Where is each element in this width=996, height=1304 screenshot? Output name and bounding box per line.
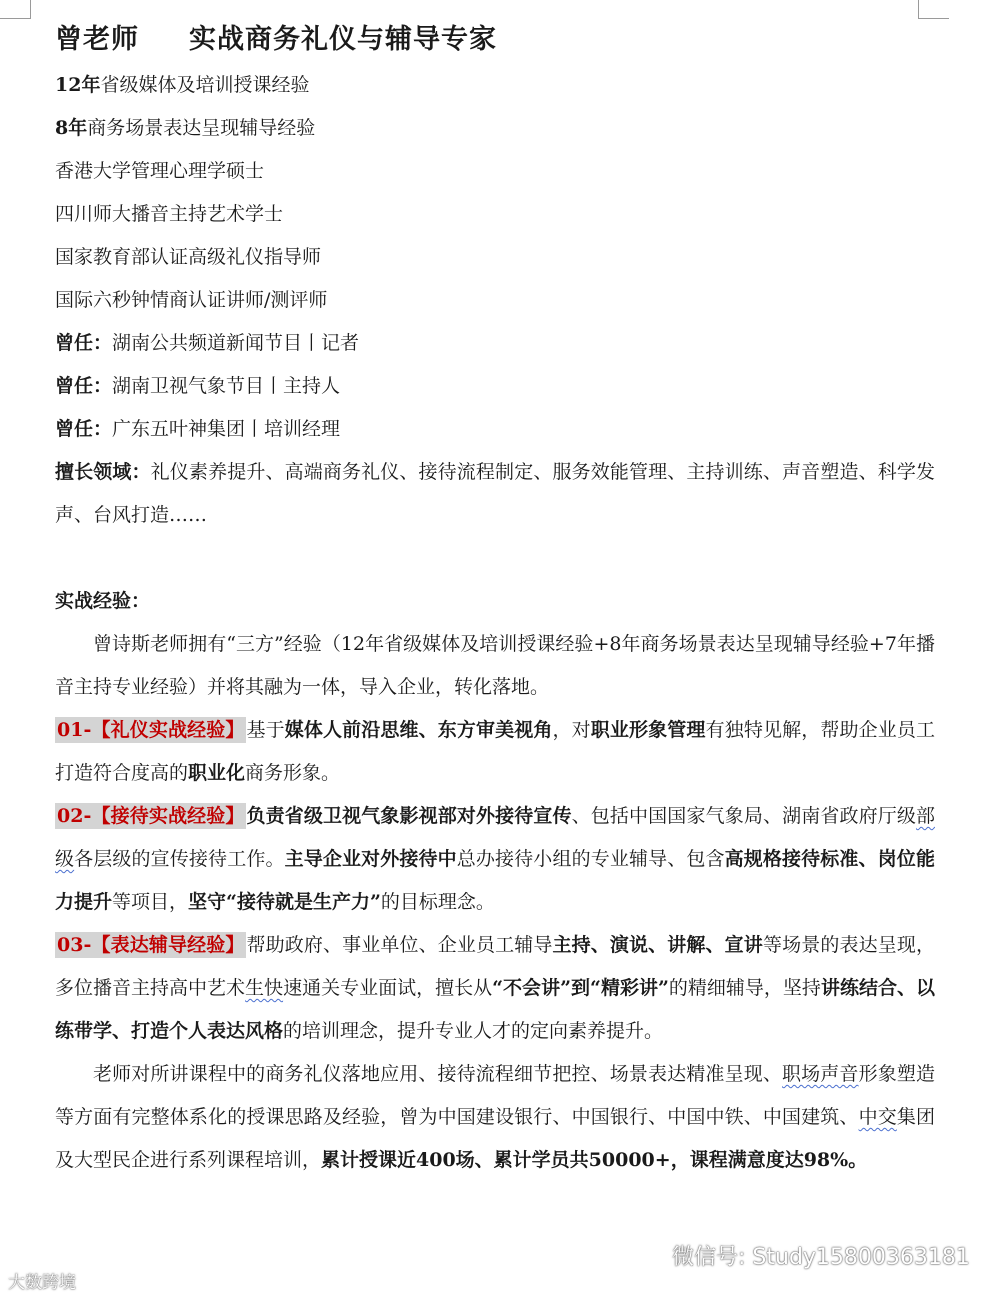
credential-line: 四川师大播音主持艺术学士: [55, 203, 284, 225]
teacher-name: 曾老师: [55, 24, 139, 55]
experience-item-etiquette: 01-【礼仪实战经验】 基于媒体人前沿思维、东方审美视角，对职业形象管理有独特见解，帮助企业员工打造符合度高的职业化商务形象。: [55, 719, 935, 784]
expression-tag: 03-【表达辅导经验】: [57, 934, 245, 956]
wechat-icon: [632, 1242, 666, 1270]
teacher-title: 实战商务礼仪与辅导专家: [189, 24, 497, 55]
experience-intro: 曾诗斯老师拥有“三方”经验（12年省级媒体及培训授课经验+8年商务场景表达呈现辅导经验+7年播音主持专业经验）并将其融为一体，导入企业，转化落地。: [55, 633, 935, 698]
watermark-right: [632, 1240, 970, 1271]
etiquette-tag: 01-【礼仪实战经验】: [57, 719, 245, 741]
expertise-paragraph: 擅长领域：礼仪素养提升、高端商务礼仪、接待流程制定、服务效能管理、主持训练、声音塑造、科学发声、台风打造……: [55, 461, 935, 526]
expertise-label: 擅长领域：: [55, 461, 151, 483]
experience-item-expression: 03-【表达辅导经验】 帮助政府、事业单位、企业员工辅导主持、演说、讲解、宣讲等场景的表达呈现，多位播音主持高中艺术生快速通关专业面试，擅长从“不会讲”到“精彩讲”的精细辅导，坚持讲练结合、以练带学、打造个人表达风格的培训理念，提升专业人才的定向素养提升。: [55, 934, 935, 1042]
experience-closing: 老师对所讲课程中的商务礼仪落地应用、接待流程细节把控、场景表达精准呈现、职场声音形象塑造等方面有完整体系化的授课思路及经验，曾为中国建设银行、中国银行、中国中铁、中国建筑、中交集团及大型民企进行系列课程培训，累计授课近400场、累计学员共50000+，课程满意度达98%。: [55, 1063, 935, 1171]
blank-line: [55, 537, 935, 580]
watermark-left: 大数跨境: [8, 1273, 76, 1293]
credential-line: 8年商务场景表达呈现辅导经验: [55, 117, 316, 139]
page-corner-mark-right: [918, 0, 949, 19]
former-position-line: 曾任：湖南公共频道新闻节目丨记者: [55, 332, 360, 354]
former-position-line: 曾任：广东五叶神集团丨培训经理: [55, 418, 341, 440]
wechat-id: 微信号: Study15800363181: [672, 1245, 970, 1270]
experience-heading: 实战经验：: [55, 590, 151, 612]
experience-item-reception: 02-【接待实战经验】 负责省级卫视气象影视部对外接待宣传、包括中国国家气象局、湖南省政府厅级部级各层级的宣传接待工作。主导企业对外接待中总办接待小组的专业辅导、包含高规格接待标准、岗位能力提升等项目，坚守“接待就是生产力”的目标理念。: [55, 805, 935, 913]
page-title: [55, 20, 935, 60]
document-page: [55, 20, 935, 1182]
page-corner-mark-left: [0, 0, 31, 19]
credential-line: 国际六秒钟情商认证讲师/测评师: [55, 289, 328, 311]
credential-line: 国家教育部认证高级礼仪指导师: [55, 246, 322, 268]
reception-tag: 02-【接待实战经验】: [57, 805, 245, 827]
former-position-line: 曾任：湖南卫视气象节目丨主持人: [55, 375, 341, 397]
credential-line: 香港大学管理心理学硕士: [55, 160, 265, 182]
credential-line: 12年省级媒体及培训授课经验: [55, 74, 310, 96]
